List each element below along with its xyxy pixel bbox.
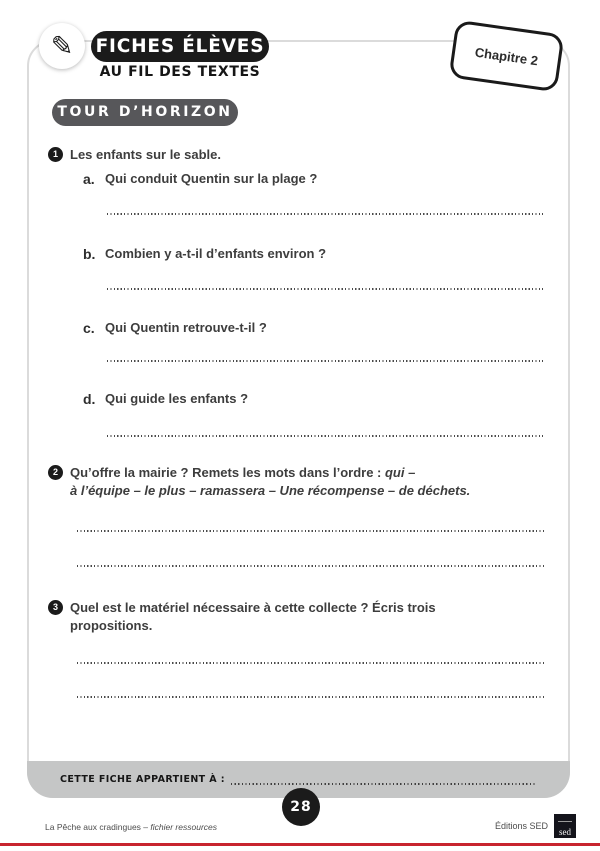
question-3-number: 3 (48, 600, 63, 615)
question-1b-text: Combien y a-t-il d’enfants environ ? (105, 246, 327, 261)
question-2-text-italic-2: à l’équipe – le plus – ramassera – Une récompense – de déchets. (70, 483, 471, 498)
question-1-number: 1 (48, 147, 63, 162)
question-1b (83, 246, 553, 262)
question-2-text-italic-1: qui – (384, 465, 416, 480)
question-1-text: Les enfants sur le sable. (70, 147, 222, 162)
question-1a-text: Qui conduit Quentin sur la plage ? (105, 171, 318, 186)
question-1c (83, 320, 553, 336)
question-1c-letter: c. (83, 320, 95, 336)
question-1d-letter: d. (83, 391, 96, 407)
page-number-badge (282, 788, 320, 826)
answer-line-3-2 (77, 696, 544, 698)
pencil-badge (39, 23, 85, 69)
question-3 (48, 599, 553, 635)
question-3-text-line1: Quel est le matériel nécessaire à cette collecte ? Écris trois (70, 600, 436, 615)
answer-line-1a (107, 213, 543, 215)
question-3-text (70, 599, 436, 635)
page-subtitle: AU FIL DES TEXTES (99, 64, 261, 80)
question-1a-letter: a. (83, 171, 95, 187)
chapter-label: Chapitre 2 (473, 44, 540, 68)
bottom-accent-rule (0, 843, 600, 846)
footer-book-title-plain: La Pêche aux cradingues – (45, 822, 151, 832)
footer-publisher (495, 814, 576, 838)
ownership-label: CETTE FICHE APPARTIENT À : (60, 774, 225, 785)
question-1a (83, 171, 553, 187)
question-1c-text: Qui Quentin retrouve-t-il ? (105, 320, 267, 335)
sed-publisher-logo (554, 814, 576, 838)
question-2-number: 2 (48, 465, 63, 480)
footer-book-title (45, 822, 217, 832)
publisher-name: Éditions SED (494, 821, 548, 831)
sed-logo-text: sed (559, 827, 571, 837)
question-2 (48, 464, 553, 500)
question-3-text-line2: propositions. (70, 618, 153, 633)
question-2-text-plain: Qu’offre la mairie ? Remets les mots dans l’ordre : (70, 465, 385, 480)
page-number: 28 (290, 799, 312, 815)
answer-line-1c (107, 360, 543, 362)
footer-book-title-italic: fichier ressources (150, 822, 217, 832)
answer-line-3-1 (77, 662, 544, 664)
answer-line-2-2 (77, 565, 544, 567)
ownership-dotted-line (231, 783, 536, 785)
question-1d-text: Qui guide les enfants ? (105, 391, 249, 406)
answer-line-1b (107, 288, 543, 290)
question-1 (48, 146, 553, 164)
question-1b-letter: b. (83, 246, 96, 262)
answer-line-2-1 (77, 530, 544, 532)
section-title: TOUR D’HORIZON (52, 99, 238, 126)
pencil-icon: ✎ (50, 30, 74, 62)
sed-logo-decorative-bar (558, 821, 572, 825)
page-title: FICHES ÉLÈVES (91, 31, 269, 62)
question-2-text (70, 464, 470, 500)
question-1d (83, 391, 553, 407)
answer-line-1d (107, 435, 543, 437)
